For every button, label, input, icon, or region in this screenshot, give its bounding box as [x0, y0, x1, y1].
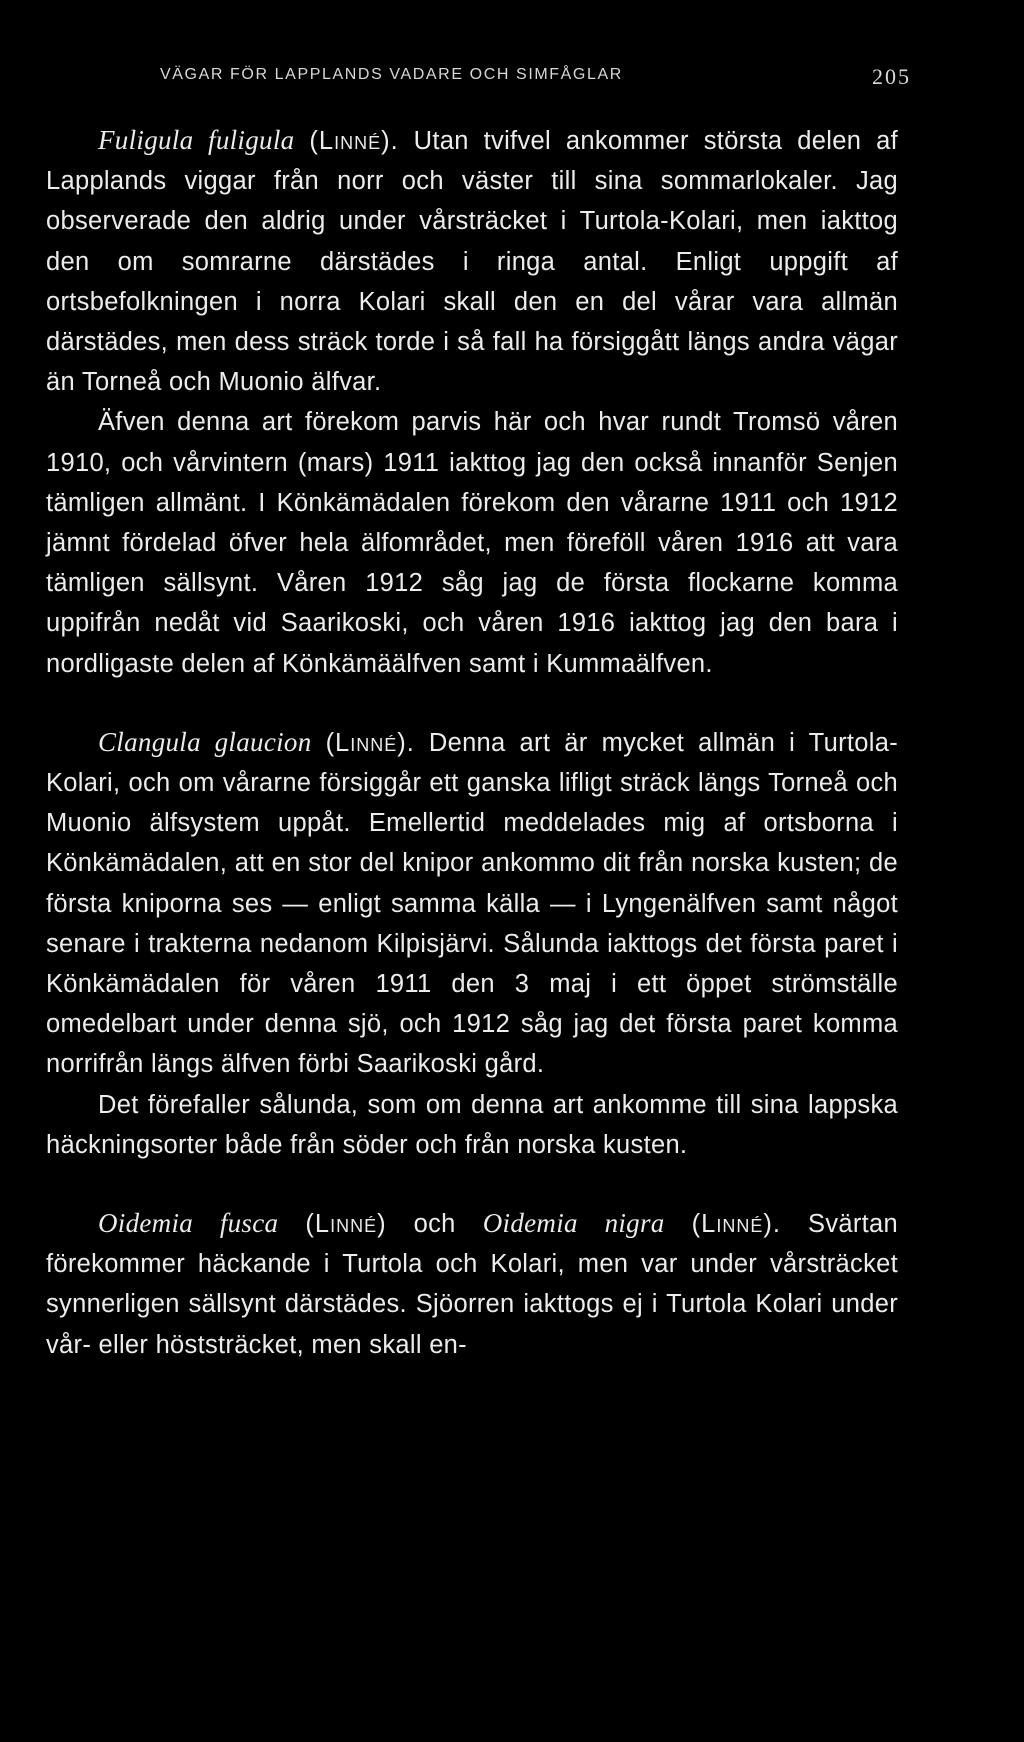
- paragraph-text: Utan tvifvel ankommer största delen af Lapplands viggar från norr och väster till sina sommarlokaler. Jag observerade den aldrig under vårsträcket i Turtola-Kolari, men iakttog den om somrarne därstädes i ringa antal. Enligt uppgift af ortsbefolkningen i norra Kolari skall den en del vårar vara allmän därstädes, men dess sträck torde i så fall ha försiggått längs andra vägar än Torneå och Muonio älfvar.: [46, 127, 899, 397]
- fuligula-paragraph-1: [46, 120, 898, 402]
- taxon-name: Oidemia fusca: [98, 1208, 279, 1239]
- fuligula-paragraph-2: Äfven denna art förekom parvis här och hvar rundt Tromsö våren 1910, och vårvintern (mars) 1911 iakttog jag den också innanför Senjen tämligen allmänt. I Könkämädalen förekom den vårarne 1911 och 1912 jämnt fördelad öfver hela älfområdet, men föreföll våren 1916 att vara tämligen sällsynt. Våren 1912 såg jag de första flockarne komma uppifrån nedåt vid Saarikoski, och våren 1916 iakttog jag den bara i nordligaste delen af Könkämäälfven samt i Kummaälfven.: [46, 408, 898, 678]
- page-number: 205: [872, 64, 911, 89]
- running-head: VÄGAR FÖR LAPPLANDS VADARE OCH SIMFÅGLAR: [160, 66, 623, 83]
- taxon-name: Clangula glaucion: [98, 726, 312, 757]
- clangula-paragraph-2: Det förefaller sålunda, som om denna art ankomme till sina lappska häckningsorter både från söder och från norska kusten.: [46, 1090, 898, 1159]
- joiner-text: och: [386, 1210, 483, 1239]
- paragraph-text: Denna art är mycket allmän i Turtola-Kolari, och om vårarne försiggår ett ganska lifligt sträck längs Torneå och Muonio älfsystem uppåt. Emellertid meddelades mig af ortsborna i Könkämädalen, att en stor del knipor ankommo dit från norska kusten; de första kniporna ses — enligt samma källa — i Lyngenälfven samt något senare i trakterna nedanom Kilpisjärvi. Sålunda iakttogs det första paret i Könkämädalen för våren 1911 den 3 maj i ett öppet strömställe omedelbart under denna sjö, och 1912 såg jag det första paret komma norrifrån längs älfven förbi Saarikoski gård.: [46, 728, 898, 1079]
- taxon-name: Fuligula fuligula: [98, 125, 295, 155]
- taxon-name: Oidemia nigra: [482, 1208, 665, 1239]
- taxon-author: (Linné).: [309, 127, 399, 155]
- taxon-author: (Linné).: [325, 728, 415, 757]
- clangula-paragraph-1: [46, 722, 898, 1085]
- taxon-author: (Linné): [305, 1210, 387, 1239]
- body-text: [46, 120, 898, 1365]
- taxon-author: (Linné).: [691, 1210, 781, 1239]
- oidemia-paragraph-1: [46, 1203, 898, 1365]
- paragraph-text: Svärtan förekommer häckande i Turtola och Kolari, men var under vårsträcket synnerligen sällsynt därstädes. Sjöorren iakttogs ej i Turtola Kolari under vår- eller höststräcket, men skall en-: [46, 1210, 898, 1359]
